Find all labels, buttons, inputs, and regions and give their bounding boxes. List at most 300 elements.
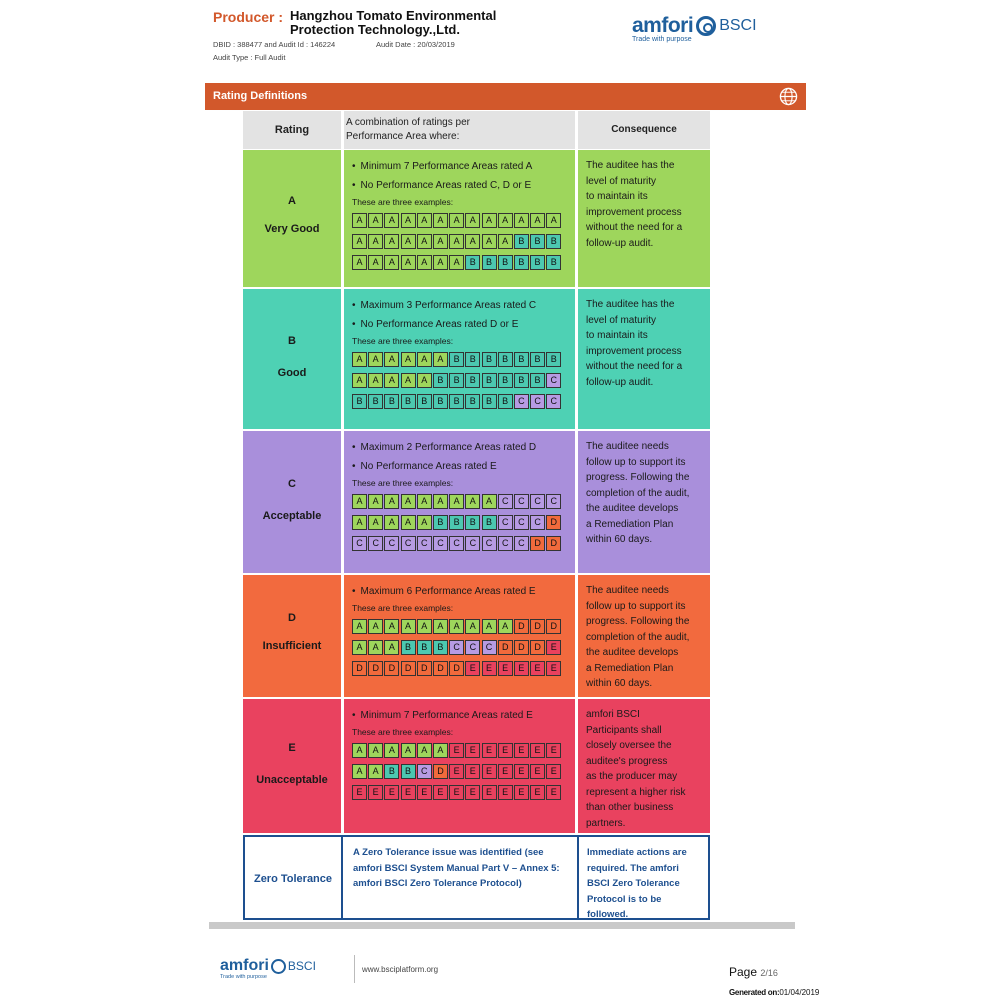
rating-name: Unacceptable [256,774,328,786]
grade-box: D [530,536,545,551]
grade-box: E [433,785,448,800]
grade-box: A [433,234,448,249]
grade-box: D [546,515,561,530]
grade-box: E [368,785,383,800]
grade-box: D [498,640,513,655]
consequence-line: progress. Following the [586,616,690,627]
grade-box: D [546,619,561,634]
grade-box: B [514,352,529,367]
header-combination-line2: Performance Area where: [346,131,460,142]
consequence-line: the auditee develops [586,647,679,658]
grade-box: B [498,255,513,270]
producer-name-line1: Hangzhou Tomato Environmental [290,8,497,23]
grade-box: A [498,234,513,249]
grade-box: D [530,619,545,634]
grade-box: A [368,213,383,228]
rating-cell-d [243,575,341,697]
grade-box: A [352,213,367,228]
grade-box: A [546,213,561,228]
grade-box: A [482,494,497,509]
grade-box: C [498,494,513,509]
grade-box: A [368,494,383,509]
consequence-cell-a [578,150,710,287]
grade-box: E [352,785,367,800]
grade-box: A [384,743,399,758]
example-sequence [352,785,575,800]
grade-box: E [465,764,480,779]
grade-box: B [449,394,464,409]
consequence-cell-c [578,431,710,573]
grade-box: C [530,515,545,530]
grade-box: B [482,373,497,388]
grade-box: B [498,373,513,388]
grade-box: B [530,255,545,270]
footer-separator [354,955,355,983]
rating-letter: C [288,478,296,490]
grade-box: B [498,394,513,409]
grade-box: A [417,743,432,758]
grade-box: E [498,764,513,779]
grade-box: A [417,255,432,270]
grade-box: B [546,352,561,367]
grade-box: A [352,373,367,388]
grade-box: E [530,785,545,800]
globe-icon[interactable] [779,87,798,106]
grade-box: B [482,255,497,270]
consequence-line: within 60 days. [586,534,653,545]
audit-date-text: Audit Date : 20/03/2019 [376,40,455,49]
grade-box: A [417,234,432,249]
footer-logo-bsci: BSCI [287,959,316,973]
grade-box: A [384,494,399,509]
consequence-line: to maintain its [586,191,648,202]
grade-box: A [401,515,416,530]
grade-box: B [449,352,464,367]
grade-box: A [433,255,448,270]
example-sequence [352,255,575,270]
grade-box: A [417,373,432,388]
logo-word: amfori [632,14,694,37]
example-sequence [352,661,575,676]
consequence-cell-d [578,575,710,697]
grade-box: A [368,234,383,249]
grade-box: C [368,536,383,551]
grade-box: A [433,352,448,367]
consequence-line: auditee's progress [586,755,668,767]
grade-box: A [449,234,464,249]
grade-box: B [465,394,480,409]
grade-box: E [482,661,497,676]
grade-box: A [449,619,464,634]
grade-box: A [449,255,464,270]
grade-box: A [433,494,448,509]
grade-box: E [482,743,497,758]
grade-box: B [546,255,561,270]
header-consequence: Consequence [578,111,710,149]
grade-box: E [449,785,464,800]
grade-box: A [384,373,399,388]
grade-box: C [482,536,497,551]
consequence-line: follow-up audit. [586,237,654,249]
grade-box: C [465,536,480,551]
rating-cell-a [243,150,341,287]
grade-box: C [546,494,561,509]
grade-box: C [498,536,513,551]
examples-label: These are three examples: [352,197,454,207]
rating-name: Acceptable [262,510,322,522]
example-sequence [352,536,575,551]
grade-box: A [368,764,383,779]
examples-label: These are three examples: [352,603,454,613]
grade-box: B [546,234,561,249]
grade-box: E [401,785,416,800]
consequence-line: than other business [586,802,674,813]
zero-tolerance-consequence: Immediate actions are required. The amfori BSCI Zero Tolerance Protocol is to be followed. [577,835,710,920]
grade-box: D [401,661,416,676]
consequence-line: progress. Following the [586,472,690,483]
example-sequence [352,234,575,249]
grade-box: A [352,255,367,270]
grade-box: A [352,619,367,634]
consequence-line: completion of the audit, [586,487,690,499]
example-sequence [352,743,575,758]
grade-box: A [465,213,480,228]
grade-box: A [384,255,399,270]
grade-box: A [368,515,383,530]
criteria-bullet: • No Performance Areas rated C, D or E [352,176,575,195]
grade-box: A [352,515,367,530]
footer-logo-tagline: Trade with purpose [220,974,267,981]
grade-box: E [530,661,545,676]
rating-name: Very Good [264,222,320,235]
grade-box: A [514,213,529,228]
consequence-line: improvement process [586,345,682,357]
grade-box: C [352,536,367,551]
grade-box: C [417,764,432,779]
grade-box: A [530,213,545,228]
grade-box: E [546,743,561,758]
consequence-line: follow-up audit. [586,376,654,388]
grade-box: B [433,394,448,409]
grade-box: A [401,743,416,758]
consequence-line: without the need for a [586,361,683,372]
consequence-cell-b [578,289,710,429]
criteria-cell-c [344,431,575,573]
criteria-cell-d [344,575,575,697]
example-sequence [352,213,575,228]
grade-box: A [352,764,367,779]
grade-box: B [482,394,497,409]
dbid-text: DBID : 388477 and Audit Id : 146224 [213,40,336,49]
header-rating: Rating [243,111,341,149]
example-sequence [352,394,575,409]
grade-box: A [368,255,383,270]
header-combination [344,111,575,149]
grade-box: E [498,743,513,758]
grade-box: A [401,619,416,634]
example-sequence [352,764,575,779]
grade-box: A [498,213,513,228]
grade-box: C [514,494,529,509]
grade-box: D [352,661,367,676]
rating-name: Good [277,367,307,379]
grade-box: B [368,394,383,409]
consequence-line: The auditee needs [586,441,669,452]
consequence-line: The auditee needs [586,585,669,596]
example-sequence [352,373,575,388]
page-number: 2/16 [760,968,778,978]
producer-name-line2: Protection Technology.,Ltd. [290,22,460,37]
grade-box: A [482,213,497,228]
grade-box: D [449,661,464,676]
grade-box: A [352,743,367,758]
examples-label: These are three examples: [352,478,454,488]
grade-box: A [482,234,497,249]
grade-box: B [482,515,497,530]
grade-box: D [514,640,529,655]
grade-box: E [546,785,561,800]
grade-box: C [401,536,416,551]
logo-tagline: Trade with purpose [632,36,692,43]
zero-tolerance-description: A Zero Tolerance issue was identified (see amfori BSCI System Manual Part V – Annex 5: amfori BSCI Zero Tolerance Protocol) [341,835,577,920]
footer-logo-ring-icon [271,959,286,974]
grade-box: C [498,515,513,530]
consequence-line: to maintain its [586,330,648,341]
example-sequence [352,494,575,509]
grade-box: A [401,352,416,367]
grade-box: A [368,640,383,655]
grade-box: B [530,373,545,388]
example-sequence [352,640,575,655]
grade-box: E [465,743,480,758]
footer-divider-bar [209,922,795,929]
grade-box: E [514,764,529,779]
consequence-line: a Remediation Plan [586,518,674,530]
grade-box: A [482,619,497,634]
consequence-line: partners. [586,817,626,829]
grade-box: D [384,661,399,676]
grade-box: C [482,640,497,655]
footer-logo [220,957,316,980]
zero-tolerance-row [243,835,710,921]
audit-type-text: Audit Type : Full Audit [213,53,286,62]
grade-box: E [482,785,497,800]
criteria-bullet: • Minimum 7 Performance Areas rated E [352,706,575,725]
grade-box: C [465,640,480,655]
grade-box: B [465,373,480,388]
grade-box: B [384,764,399,779]
consequence-line: The auditee has the [586,299,675,310]
grade-box: A [498,619,513,634]
criteria-bullet: • Maximum 6 Performance Areas rated E [352,582,575,601]
grade-box: C [417,536,432,551]
grade-box: A [368,373,383,388]
grade-box: A [384,515,399,530]
logo-ring-icon [696,16,716,36]
grade-box: B [449,373,464,388]
rating-letter: B [288,335,296,347]
grade-box: E [546,661,561,676]
producer-label: Producer : [213,9,284,25]
consequence-line: a Remediation Plan [586,662,674,674]
grade-box: D [433,661,448,676]
grade-box: A [352,234,367,249]
rating-letter: D [288,612,296,624]
grade-box: B [449,515,464,530]
grade-box: A [417,352,432,367]
grade-box: C [449,536,464,551]
grade-box: C [530,394,545,409]
consequence-line: completion of the audit, [586,631,690,643]
grade-box: A [465,494,480,509]
consequence-line: the auditee develops [586,503,679,514]
consequence-line: as the producer may [586,771,678,782]
grade-box: A [401,234,416,249]
consequence-line: level of maturity [586,175,657,187]
criteria-cell-a [344,150,575,287]
grade-box: E [530,743,545,758]
logo-bsci: BSCI [719,17,757,34]
rating-cell-c [243,431,341,573]
generated-on [729,988,819,997]
grade-box: E [465,785,480,800]
grade-box: E [449,764,464,779]
grade-box: A [368,352,383,367]
grade-box: C [514,515,529,530]
consequence-line: without the need for a [586,222,683,233]
grade-box: A [384,352,399,367]
grade-box: C [530,494,545,509]
examples-label: These are three examples: [352,727,454,737]
page-label: Page [729,965,758,979]
grade-box: C [514,536,529,551]
grade-box: D [514,619,529,634]
consequence-line: The auditee has the [586,160,675,171]
grade-box: A [401,494,416,509]
generated-date: 01/04/2019 [779,988,820,997]
grade-box: A [433,213,448,228]
criteria-bullet: • Maximum 2 Performance Areas rated D [352,438,575,457]
grade-box: B [417,394,432,409]
grade-box: A [368,743,383,758]
consequence-cell-e [578,699,710,833]
grade-box: A [449,213,464,228]
grade-box: E [514,743,529,758]
footer-url-link[interactable]: www.bsciplatform.org [362,965,439,974]
rating-letter: A [288,194,296,207]
grade-box: B [530,352,545,367]
grade-box: C [384,536,399,551]
criteria-bullet: • No Performance Areas rated D or E [352,315,575,334]
grade-box: A [465,619,480,634]
grade-box: E [514,661,529,676]
consequence-line: follow up to support its [586,600,686,612]
grade-box: D [530,640,545,655]
grade-box: D [417,661,432,676]
consequence-line: improvement process [586,206,682,218]
consequence-line: amfori BSCI [586,709,640,720]
criteria-bullet: • Maximum 3 Performance Areas rated C [352,296,575,315]
grade-box: A [352,494,367,509]
grade-box: E [482,764,497,779]
grade-box: A [401,255,416,270]
grade-box: E [449,743,464,758]
page-indicator [729,965,778,979]
section-header [205,83,806,110]
grade-box: A [384,619,399,634]
grade-box: C [449,640,464,655]
grade-box: B [417,640,432,655]
grade-box: A [449,494,464,509]
grade-box: A [433,743,448,758]
rating-cell-b [243,289,341,429]
grade-box: A [401,213,416,228]
grade-box: A [465,234,480,249]
generated-label: Generated on: [729,988,780,997]
criteria-bullet: • Minimum 7 Performance Areas rated A [352,157,575,176]
grade-box: B [433,640,448,655]
grade-box: A [417,494,432,509]
grade-box: B [352,394,367,409]
grade-box: E [498,785,513,800]
grade-box: C [546,373,561,388]
example-sequence [352,515,575,530]
grade-box: B [530,234,545,249]
grade-box: B [384,394,399,409]
grade-box: B [514,373,529,388]
grade-box: E [514,785,529,800]
grade-box: D [368,661,383,676]
section-title: Rating Definitions [213,90,308,102]
grade-box: D [433,764,448,779]
grade-box: B [465,515,480,530]
zero-tolerance-label: Zero Tolerance [243,835,341,920]
grade-box: B [401,764,416,779]
grade-box: B [401,394,416,409]
grade-box: C [546,394,561,409]
footer-logo-word: amfori [220,957,269,974]
grade-box: A [417,619,432,634]
grade-box: A [368,619,383,634]
grade-box: B [465,255,480,270]
grade-box: A [417,515,432,530]
consequence-line: Participants shall [586,724,662,736]
grade-box: E [498,661,513,676]
grade-box: B [514,234,529,249]
grade-box: A [384,213,399,228]
grade-box: E [384,785,399,800]
grade-box: B [465,352,480,367]
grade-box: A [384,640,399,655]
grade-box: B [498,352,513,367]
grade-box: A [384,234,399,249]
consequence-line: closely oversee the [586,740,672,751]
grade-box: E [530,764,545,779]
consequence-line: follow up to support its [586,456,686,468]
criteria-cell-b [344,289,575,429]
consequence-line: level of maturity [586,314,657,326]
criteria-cell-e [344,699,575,833]
grade-box: B [433,373,448,388]
grade-box: B [514,255,529,270]
criteria-bullet: • No Performance Areas rated E [352,457,575,476]
header-combination-line1: A combination of ratings per [346,117,470,128]
examples-label: These are three examples: [352,336,454,346]
grade-box: A [352,640,367,655]
rating-letter: E [288,742,296,754]
grade-box: B [433,515,448,530]
grade-box: E [417,785,432,800]
